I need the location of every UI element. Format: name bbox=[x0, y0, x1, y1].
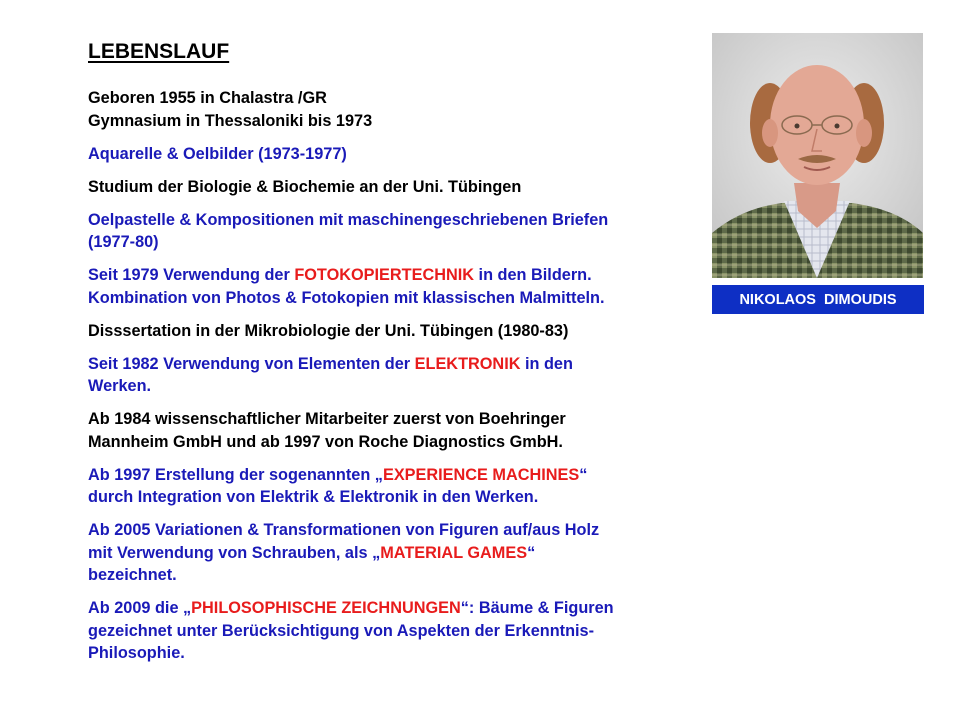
text-segment: (1977-80) bbox=[88, 233, 159, 251]
portrait-image bbox=[712, 33, 923, 278]
text-segment: Ab 2009 die „ bbox=[88, 599, 192, 617]
highlight-term: FOTOKOPIERTECHNIK bbox=[294, 266, 475, 284]
text-segment: Ab 1984 wissenschaftlicher Mitarbeiter zuerst von Boehringer bbox=[88, 410, 566, 428]
cv-entry bbox=[88, 353, 708, 398]
cv-entry bbox=[88, 464, 708, 509]
cv-entry-line bbox=[88, 564, 708, 587]
cv-entry-line bbox=[88, 287, 708, 310]
text-segment: Philosophie. bbox=[88, 644, 185, 662]
text-segment: Mannheim GmbH und ab 1997 von Roche Diagnostics GmbH. bbox=[88, 432, 563, 451]
cv-entry bbox=[88, 209, 708, 254]
text-segment: Gymnasium in Thessaloniki bis 1973 bbox=[88, 111, 373, 130]
cv-entry-line bbox=[88, 542, 708, 565]
text-segment: Aquarelle & Oelbilder (1973-1977) bbox=[88, 144, 347, 163]
cv-entry-line bbox=[88, 143, 708, 166]
highlight-term: EXPERIENCE MACHINES bbox=[382, 465, 580, 484]
cv-entry-line bbox=[88, 320, 708, 343]
cv-entry-line bbox=[88, 110, 708, 133]
text-segment: in den bbox=[520, 354, 573, 373]
text-segment: Ab 2005 Variationen & Transformationen von Figuren auf/aus Holz bbox=[88, 521, 600, 539]
cv-entry-line bbox=[88, 87, 708, 110]
text-segment: “ bbox=[579, 465, 588, 484]
text-segment: Studium der Biologie & Biochemie an der Uni. Tübingen bbox=[88, 177, 522, 196]
cv-list bbox=[88, 87, 708, 675]
text-segment: gezeichnet unter Berücksichtigung von Aspekten der Erkenntnis- bbox=[88, 621, 595, 640]
text-segment: Werken. bbox=[88, 377, 152, 395]
cv-entry bbox=[88, 87, 708, 132]
text-segment: in den Bildern. bbox=[474, 266, 592, 284]
cv-entry-line bbox=[88, 519, 708, 542]
cv-entry-line bbox=[88, 642, 708, 665]
text-segment: Seit 1979 Verwendung der bbox=[88, 266, 295, 284]
cv-entry-line bbox=[88, 486, 708, 509]
cv-entry-line bbox=[88, 176, 708, 199]
cv-entry-line bbox=[88, 620, 708, 643]
text-segment: Oelpastelle & Kompositionen mit maschinengeschriebenen Briefen bbox=[88, 210, 609, 229]
cv-entry bbox=[88, 519, 708, 587]
cv-entry-line bbox=[88, 375, 708, 398]
highlight-term: ELEKTRONIK bbox=[414, 354, 521, 373]
text-segment: Kombination von Photos & Fotokopien mit klassischen Malmitteln. bbox=[88, 288, 605, 307]
portrait-photo bbox=[712, 33, 923, 278]
text-segment: bezeichnet. bbox=[88, 566, 177, 584]
portrait-caption: NIKOLAOS DIMOUDIS bbox=[712, 285, 924, 314]
page-title: LEBENSLAUF bbox=[88, 40, 230, 63]
text-segment: mit Verwendung von Schrauben, als „ bbox=[88, 543, 381, 562]
cv-entry bbox=[88, 176, 708, 199]
cv-entry-line bbox=[88, 597, 708, 620]
cv-entry-line bbox=[88, 431, 708, 454]
highlight-term: MATERIAL GAMES bbox=[380, 543, 528, 562]
text-segment: “: Bäume & Figuren bbox=[460, 599, 614, 617]
text-segment: Ab 1997 Erstellung der sogenannten „ bbox=[88, 465, 383, 484]
text-segment: Seit 1982 Verwendung von Elementen der bbox=[88, 354, 415, 373]
cv-entry-line bbox=[88, 209, 708, 232]
cv-entry bbox=[88, 408, 708, 453]
cv-entry-line bbox=[88, 408, 708, 431]
cv-entry-line bbox=[88, 231, 708, 254]
highlight-term: PHILOSOPHISCHE ZEICHNUNGEN bbox=[191, 599, 461, 617]
text-segment: “ bbox=[527, 543, 536, 562]
cv-entry-line bbox=[88, 264, 708, 287]
cv-entry bbox=[88, 264, 708, 309]
text-segment: Geboren 1955 in Chalastra /GR bbox=[88, 89, 327, 107]
cv-entry bbox=[88, 320, 708, 343]
cv-entry bbox=[88, 597, 708, 665]
cv-entry-line bbox=[88, 353, 708, 376]
cv-entry bbox=[88, 143, 708, 166]
text-segment: durch Integration von Elektrik & Elektronik in den Werken. bbox=[88, 488, 539, 506]
text-segment: Disssertation in der Mikrobiologie der Uni. Tübingen (1980-83) bbox=[88, 321, 569, 340]
cv-entry-line bbox=[88, 464, 708, 487]
